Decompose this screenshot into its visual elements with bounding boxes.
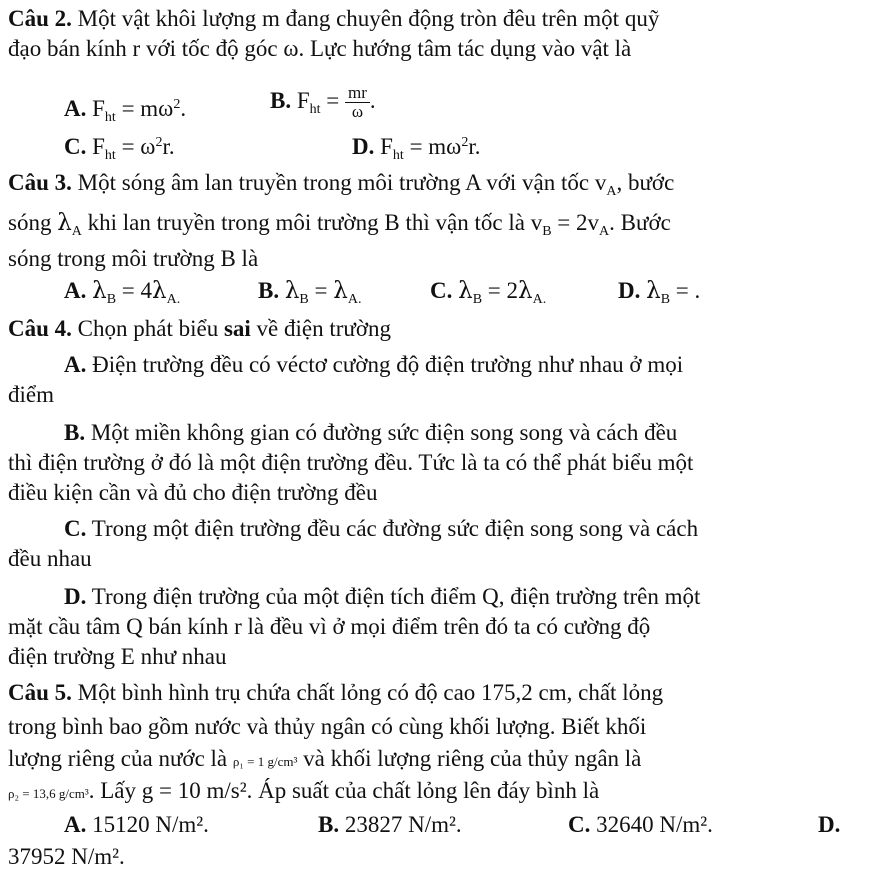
q4-option-c-line2: đều nhau [8,546,92,571]
q3-line2: sóng $\lambda_A$ khi lan truyền trong môi trường B thì vận tốc là $v_B = 2v_A$. Bước [8,210,671,239]
q5-line4: ρ₂ = 13,6 g/cm³. Lấy g = 10 m/s². Áp suất của chất lỏng lên đáy bình là [8,778,600,803]
q3-line3: sóng trong môi trường B là [8,246,259,271]
q5-line2: trong bình bao gồm nước và thủy ngân có cùng khối lượng. Biết khối [8,714,647,739]
q4-option-b-line3: điều kiện cần và đủ cho điện trường đều [8,480,378,505]
q2-line2: đạo bán kính r với tốc độ góc ω. Lực hướng tâm tác dụng vào vật là [8,36,632,61]
q2-option-b-fraction: $\frac{mr}{\omega}$ [345,84,370,121]
q4-option-d-line2: mặt cầu tâm Q bán kính r là đều vì ở mọi điểm trên đó ta có cường độ [8,614,651,639]
q5-line3: lượng riêng của nước là ρ₁ = 1 g/cm³ và khối lượng riêng của thủy ngân là [8,746,642,771]
q2-label: Câu 2. [8,6,72,31]
q4-option-b-line1: B. Một miền không gian có đường sức điện song song và cách đều [64,420,678,445]
q3-option-a: A. $\lambda_B = 4\lambda_{A.}$ [64,278,181,307]
q4-option-b-line2: thì điện trường ở đó là một điện trường đều. Tức là ta có thể phát biểu một [8,450,694,475]
q5-option-d-value: 37952 N/m². [8,844,125,869]
q5-label: Câu 5. [8,680,72,705]
q2-line1: Câu 2. Một vật khôi lượng m đang chuyên động tròn đêu trên một quỹ [8,6,660,31]
q5-line1: Câu 5. Một bình hình trụ chứa chất lỏng có độ cao 175,2 cm, chất lỏng [8,680,664,705]
q4-option-a-line2: điểm [8,382,54,407]
q2-option-c: C. $F_{ht} = \omega^2r$. [64,134,175,163]
q4-option-a-line1: A. Điện trường đều có véctơ cường độ điện trường như nhau ở mọi [64,352,684,377]
q3-option-d: D. $\lambda_B$ = . [618,278,701,307]
q5-option-c: C. 32640 N/m². [568,812,713,837]
q3-option-c: C. $\lambda_B = 2\lambda_{A.}$ [430,278,547,307]
q5-rho2: ρ₂ = 13,6 g/cm³ [8,786,89,801]
q2-option-b: B. $F_{ht}$ = $\frac{mr}{\omega}$ . [270,83,376,121]
q5-option-a: A. 15120 N/m². [64,812,209,837]
q5-option-b: B. 23827 N/m². [318,812,462,837]
q3-label: Câu 3. [8,170,72,195]
q4-option-d-line3: điện trường E như nhau [8,644,227,669]
q4-option-d-line1: D. Trong điện trường của một điện tích điểm Q, điện trường trên một [64,584,701,609]
q4-option-c-line1: C. Trong một điện trường đều các đường sức điện song song và cách [64,516,699,541]
q2-option-d: D. $F_{ht} = m\omega^2r$. [352,134,481,163]
q5-option-d: D. [818,812,841,837]
q2-option-a: A. $F_{ht} = m\omega^2$. [64,96,187,125]
q5-rho1: ρ₁ = 1 g/cm³ [232,754,298,769]
q4-label: Câu 4. [8,316,72,341]
q3-line1: Câu 3. Một sóng âm lan truyền trong môi trường A với vận tốc $v_A$, bước [8,170,675,199]
q4-title: Câu 4. Chọn phát biểu sai về điện trường [8,316,392,341]
q3-option-b: B. $\lambda_B = \lambda_{A.}$ [258,278,362,307]
